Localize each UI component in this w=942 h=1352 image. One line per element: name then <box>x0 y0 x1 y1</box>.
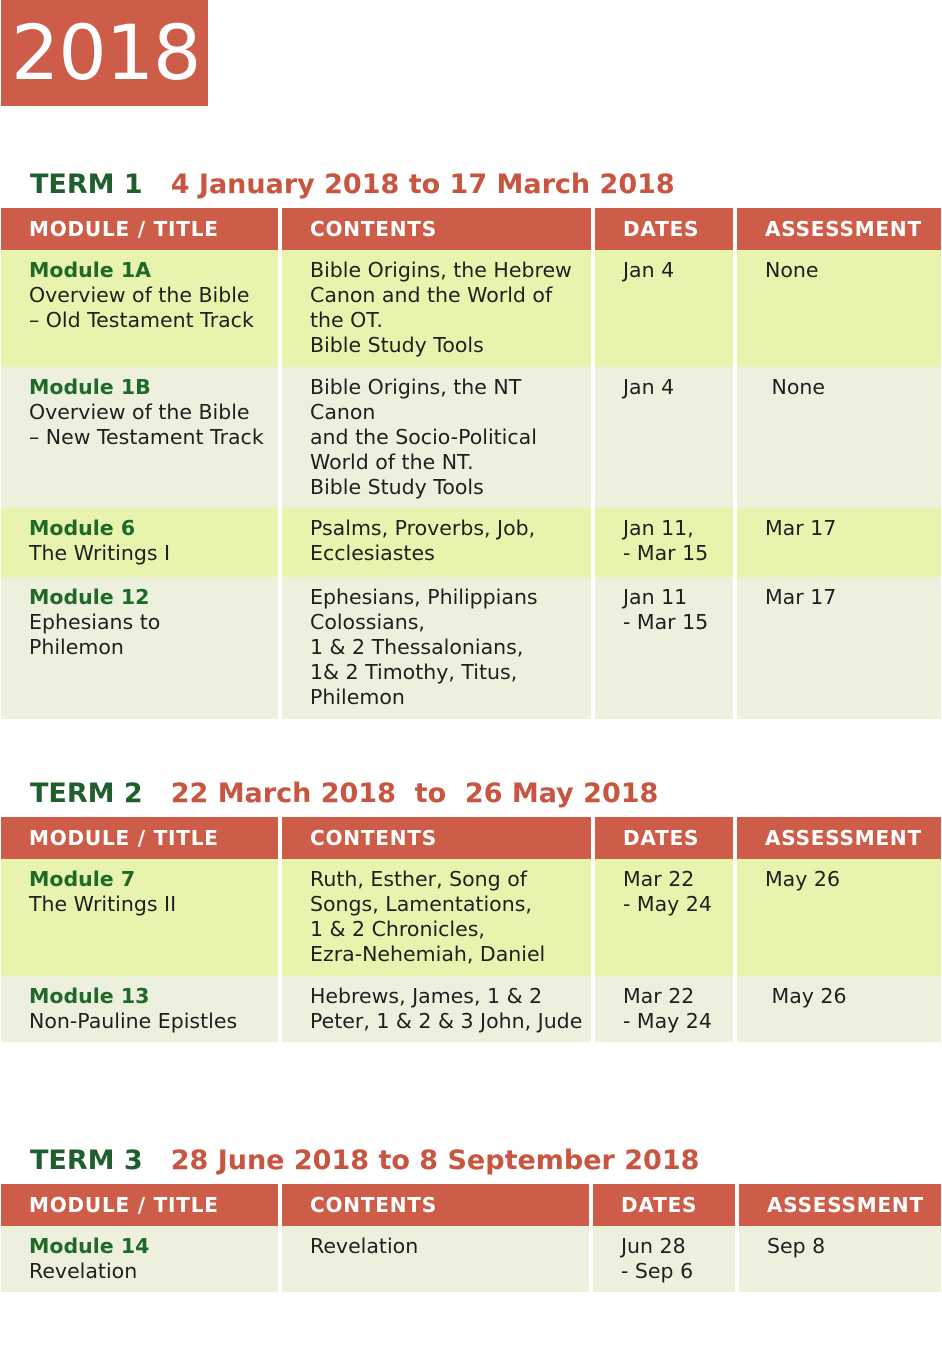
dates-cell <box>595 508 737 577</box>
contents-cell <box>282 577 595 719</box>
contents-cell <box>282 1226 593 1292</box>
column-header-contents: CONTENTS <box>282 208 595 250</box>
column-header-dates: DATES <box>595 208 737 250</box>
column-header-module: MODULE / TITLE <box>1 1184 282 1226</box>
module-cell <box>1 367 282 508</box>
contents-line: Hebrews, James, 1 & 2 <box>310 984 543 1008</box>
term-1-heading <box>30 167 675 203</box>
dates-line: Jun 28 <box>621 1234 686 1258</box>
dates-line: Jan 11 <box>623 585 688 609</box>
module-title-line: Overview of the Bible <box>29 283 250 307</box>
assessment-cell: May 26 <box>737 976 941 1042</box>
contents-line: 1 & 2 Chronicles, <box>310 917 485 941</box>
dates-line: Jan 4 <box>623 258 675 282</box>
column-header-module: MODULE / TITLE <box>1 817 282 859</box>
table-row <box>1 367 941 508</box>
contents-line: Peter, 1 & 2 & 3 John, Jude <box>310 1009 583 1033</box>
contents-line: Philemon <box>310 685 405 709</box>
term-2-heading <box>30 776 658 812</box>
assessment-cell: Mar 17 <box>737 577 941 719</box>
contents-line: Bible Origins, the Hebrew <box>310 258 572 282</box>
contents-line: Bible Study Tools <box>310 333 484 357</box>
dates-line: - May 24 <box>623 892 712 916</box>
contents-line: Psalms, Proverbs, Job, <box>310 516 536 540</box>
column-header-contents: CONTENTS <box>282 817 595 859</box>
contents-line: 1 & 2 Thessalonians, <box>310 635 524 659</box>
table-row <box>1 577 941 719</box>
assessment-cell: Sep 8 <box>739 1226 941 1292</box>
contents-line: 1& 2 Timothy, Titus, <box>310 660 518 684</box>
module-cell <box>1 508 282 577</box>
column-header-assessment: ASSESSMENT <box>739 1184 941 1226</box>
module-title-line: Ephesians to <box>29 610 161 634</box>
term-3-table <box>1 1184 941 1292</box>
contents-cell <box>282 367 595 508</box>
term-2-table <box>1 817 941 1042</box>
module-name: Module 6 <box>29 516 136 540</box>
term-date-range: 28 June 2018 to 8 September 2018 <box>170 1145 700 1176</box>
contents-cell <box>282 976 595 1042</box>
table-header-row <box>1 817 941 859</box>
dates-cell <box>593 1226 739 1292</box>
module-cell <box>1 859 282 976</box>
column-header-module: MODULE / TITLE <box>1 208 282 250</box>
table-header-row <box>1 1184 941 1226</box>
contents-line: Bible Study Tools <box>310 475 484 499</box>
module-cell <box>1 976 282 1042</box>
module-name: Module 12 <box>29 585 150 609</box>
contents-line: Ezra-Nehemiah, Daniel <box>310 942 546 966</box>
table-header-row <box>1 208 941 250</box>
contents-line: Revelation <box>310 1234 419 1258</box>
dates-line: Jan 4 <box>623 375 675 399</box>
contents-line: and the Socio-Political <box>310 425 537 449</box>
contents-line: Canon and the World of <box>310 283 553 307</box>
contents-cell <box>282 250 595 367</box>
table-row <box>1 250 941 367</box>
module-name: Module 14 <box>29 1234 150 1258</box>
module-title-line: Overview of the Bible <box>29 400 250 424</box>
assessment-cell: May 26 <box>737 859 941 976</box>
column-header-dates: DATES <box>595 817 737 859</box>
dates-cell <box>595 577 737 719</box>
term-label: TERM 1 <box>30 169 143 200</box>
module-title-line: Philemon <box>29 635 124 659</box>
assessment-cell: None <box>737 367 941 508</box>
assessment-cell: Mar 17 <box>737 508 941 577</box>
column-header-contents: CONTENTS <box>282 1184 593 1226</box>
table-row <box>1 1226 941 1292</box>
module-cell <box>1 577 282 719</box>
dates-line: - Sep 6 <box>621 1259 694 1283</box>
term-3-heading <box>30 1143 699 1179</box>
dates-line: Mar 22 <box>623 867 695 891</box>
module-name: Module 1A <box>29 258 151 282</box>
dates-cell <box>595 250 737 367</box>
module-name: Module 7 <box>29 867 136 891</box>
dates-cell <box>595 367 737 508</box>
module-title-line: – Old Testament Track <box>29 308 254 332</box>
contents-line: Ruth, Esther, Song of <box>310 867 527 891</box>
module-title-line: Non-Pauline Epistles <box>29 1009 238 1033</box>
term-1-table <box>1 208 941 719</box>
table-row <box>1 508 941 577</box>
contents-line: World of the NT. <box>310 450 474 474</box>
table-row <box>1 859 941 976</box>
contents-line: the OT. <box>310 308 383 332</box>
module-title-line: The Writings II <box>29 892 177 916</box>
contents-cell <box>282 859 595 976</box>
year-badge: 2018 <box>1 0 208 106</box>
module-name: Module 13 <box>29 984 150 1008</box>
module-title-line: The Writings I <box>29 541 171 565</box>
column-header-assessment: ASSESSMENT <box>737 817 941 859</box>
term-date-range: 4 January 2018 to 17 March 2018 <box>170 169 675 200</box>
dates-line: - Mar 15 <box>623 610 709 634</box>
dates-line: Mar 22 <box>623 984 695 1008</box>
dates-cell <box>595 976 737 1042</box>
dates-line: - Mar 15 <box>623 541 709 565</box>
module-title-line: Revelation <box>29 1259 138 1283</box>
dates-cell <box>595 859 737 976</box>
module-title-line: – New Testament Track <box>29 425 264 449</box>
contents-line: Bible Origins, the NT Canon <box>310 375 522 424</box>
dates-line: - May 24 <box>623 1009 712 1033</box>
contents-line: Ephesians, Philippians <box>310 585 538 609</box>
contents-line: Ecclesiastes <box>310 541 435 565</box>
module-name: Module 1B <box>29 375 151 399</box>
term-date-range: 22 March 2018 to 26 May 2018 <box>170 778 659 809</box>
contents-line: Colossians, <box>310 610 425 634</box>
column-header-dates: DATES <box>593 1184 739 1226</box>
term-label: TERM 2 <box>30 778 143 809</box>
module-cell <box>1 250 282 367</box>
assessment-cell: None <box>737 250 941 367</box>
column-header-assessment: ASSESSMENT <box>737 208 941 250</box>
dates-line: Jan 11, <box>623 516 694 540</box>
module-cell <box>1 1226 282 1292</box>
table-row <box>1 976 941 1042</box>
contents-cell <box>282 508 595 577</box>
term-label: TERM 3 <box>30 1145 143 1176</box>
contents-line: Songs, Lamentations, <box>310 892 532 916</box>
